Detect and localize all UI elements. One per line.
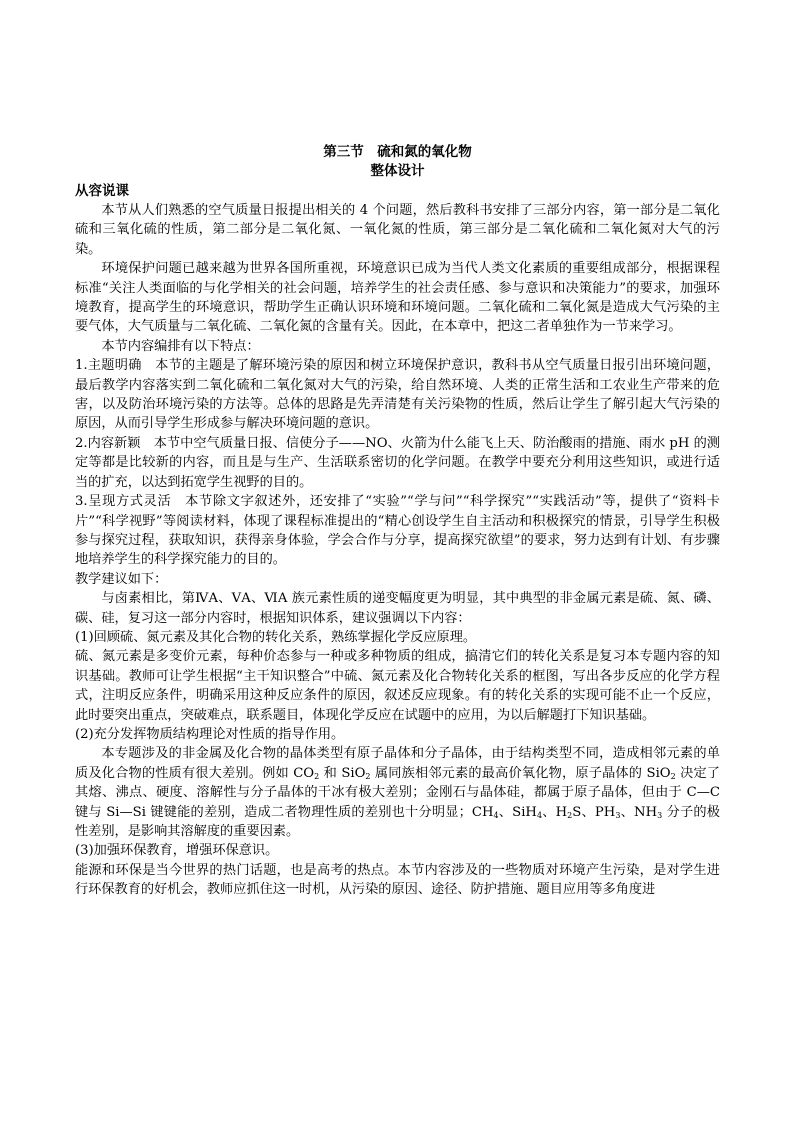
paragraph-features-lead: 本节内容编排有以下特点： xyxy=(101,338,260,354)
paragraph-item-1: (1)回顾硫、氮元素及其化合物的转化关系，熟练掌握化学反应原理。 xyxy=(75,629,477,645)
paragraph-suggestions-lead: 教学建议如下： xyxy=(75,571,168,587)
document-page xyxy=(75,143,720,900)
paragraph-item-2-body: 本专题涉及的非金属及化合物的晶体类型有原子晶体和分子晶体，由于结构类型不同，造成相邻元素的单质及化合物的性质有很大差别。例如 $CO_2$ 和 SiO$_2$ 属同族相邻元素的最高价氧化物，原子晶体的 SiO$_2$ 决定了其熔、沸点、硬度、溶解性与分子晶体的干冰有极大差别；金刚石与晶体硅，都属于原子晶体，但由于 C—C 键与 Si—Si 键键能的差别，造成二者物理性质的差别也十分明显；$CH_4$、SiH$_4$、$H_2S$、$PH_3$、$NH_3$ 分子的极性差别，是影响其溶解度的重要因素。 xyxy=(75,746,720,839)
heading-lesson-talk: 从容说课 xyxy=(75,183,129,199)
paragraph-item-3-body: 能源和环保是当今世界的热门话题，也是高考的热点。本节内容涉及的一些物质对环境产生污染，是对学生进行环保教育的好机会，教师应抓住这一时机，从污染的原因、途径、防护措施、题目应用等多角度进 xyxy=(75,862,720,898)
section-title: 第三节 硫和氮的氧化物 xyxy=(323,144,472,160)
paragraph-intro: 本节从人们熟悉的空气质量日报提出相关的 4 个问题，然后教科书安排了三部分内容，第一部分是二氧化硫和三氧化硫的性质，第二部分是二氧化氮、一氧化氮的性质，第三部分是二氧化硫和二氧化氮对大气的污染。 xyxy=(75,203,720,257)
paragraph-feature-1: 1.主题明确 本节的主题是了解环境污染的原因和树立环境保护意识，教科书从空气质量日报引出环境问题，最后教学内容落实到二氧化硫和二氧化氮对大气的污染，给自然环境、人类的正常生活和工农业生产带来的危害，以及防治环境污染的方法等。总体的思路是先弄清楚有关污染物的性质，然后让学生了解引起大气污染的原因，从而引导学生形成参与解决环境问题的意识。 xyxy=(75,358,720,432)
paragraph-item-1-body: 硫、氮元素是多变价元素，每种价态参与一种或多种物质的组成，搞清它们的转化关系是复习本专题内容的知识基础。教师可让学生根据“主干知识整合”中硫、氮元素及化合物转化关系的框图，写出各步反应的化学方程式，注明反应条件，明确采用这种反应条件的原因，叙述反应现象。有的转化关系的实现可能不止一个反应，此时要突出重点，突破难点，联系题目，体现化学反应在试题中的应用，为以后解题打下知识基础。 xyxy=(75,649,720,723)
paragraph-item-2: (2)充分发挥物质结构理论对性质的指导作用。 xyxy=(75,726,345,742)
paragraph-item-3: (3)加强环保教育，增强环保意识。 xyxy=(75,843,279,859)
section-subtitle: 整体设计 xyxy=(370,163,425,179)
paragraph-environment: 环境保护问题已越来越为世界各国所重视，环境意识已成为当代人类文化素质的重要组成部分，根据课程标准“关注人类面临的与化学相关的社会问题，培养学生的社会责任感、参与意识和决策能力”的要求，加强环境教育，提高学生的环境意识，帮助学生正确认识环境和环境问题。二氧化硫和二氧化氮是造成大气污染的主要气体，大气质量与二氧化硫、二氧化氮的含量有关。因此，在本章中，把这二者单独作为一节来学习。 xyxy=(75,261,720,335)
paragraph-feature-3: 3.呈现方式灵活 本节除文字叙述外，还安排了“实验”“学与问”“科学探究”“实践活动”等，提供了“资料卡片”“科学视野”等阅读材料，体现了课程标准提出的“精心创设学生自主活动和积极探究的情景，引导学生积极参与探究过程，获取知识，获得亲身体验，学会合作与分享，提高探究欲望”的要求，努力达到有计划、有步骤地培养学生的科学探究能力的目的。 xyxy=(75,494,720,568)
paragraph-halogen-compare: 与卤素相比，第ⅣA、ⅤA、ⅥA 族元素性质的递变幅度更为明显，其中典型的非金属元素是硫、氮、磷、碳、硅，复习这一部分内容时，根据知识体系，建议强调以下内容： xyxy=(75,591,720,626)
paragraph-feature-2: 2.内容新颖 本节中空气质量日报、信使分子——NO、火箭为什么能飞上天、防治酸雨的措施、雨水 pH 的测定等都是比较新的内容，而且是与生产、生活联系密切的化学问题。在教学中要充分利用这些知识，或进行适当的扩充，以达到拓宽学生视野的目的。 xyxy=(75,435,720,490)
